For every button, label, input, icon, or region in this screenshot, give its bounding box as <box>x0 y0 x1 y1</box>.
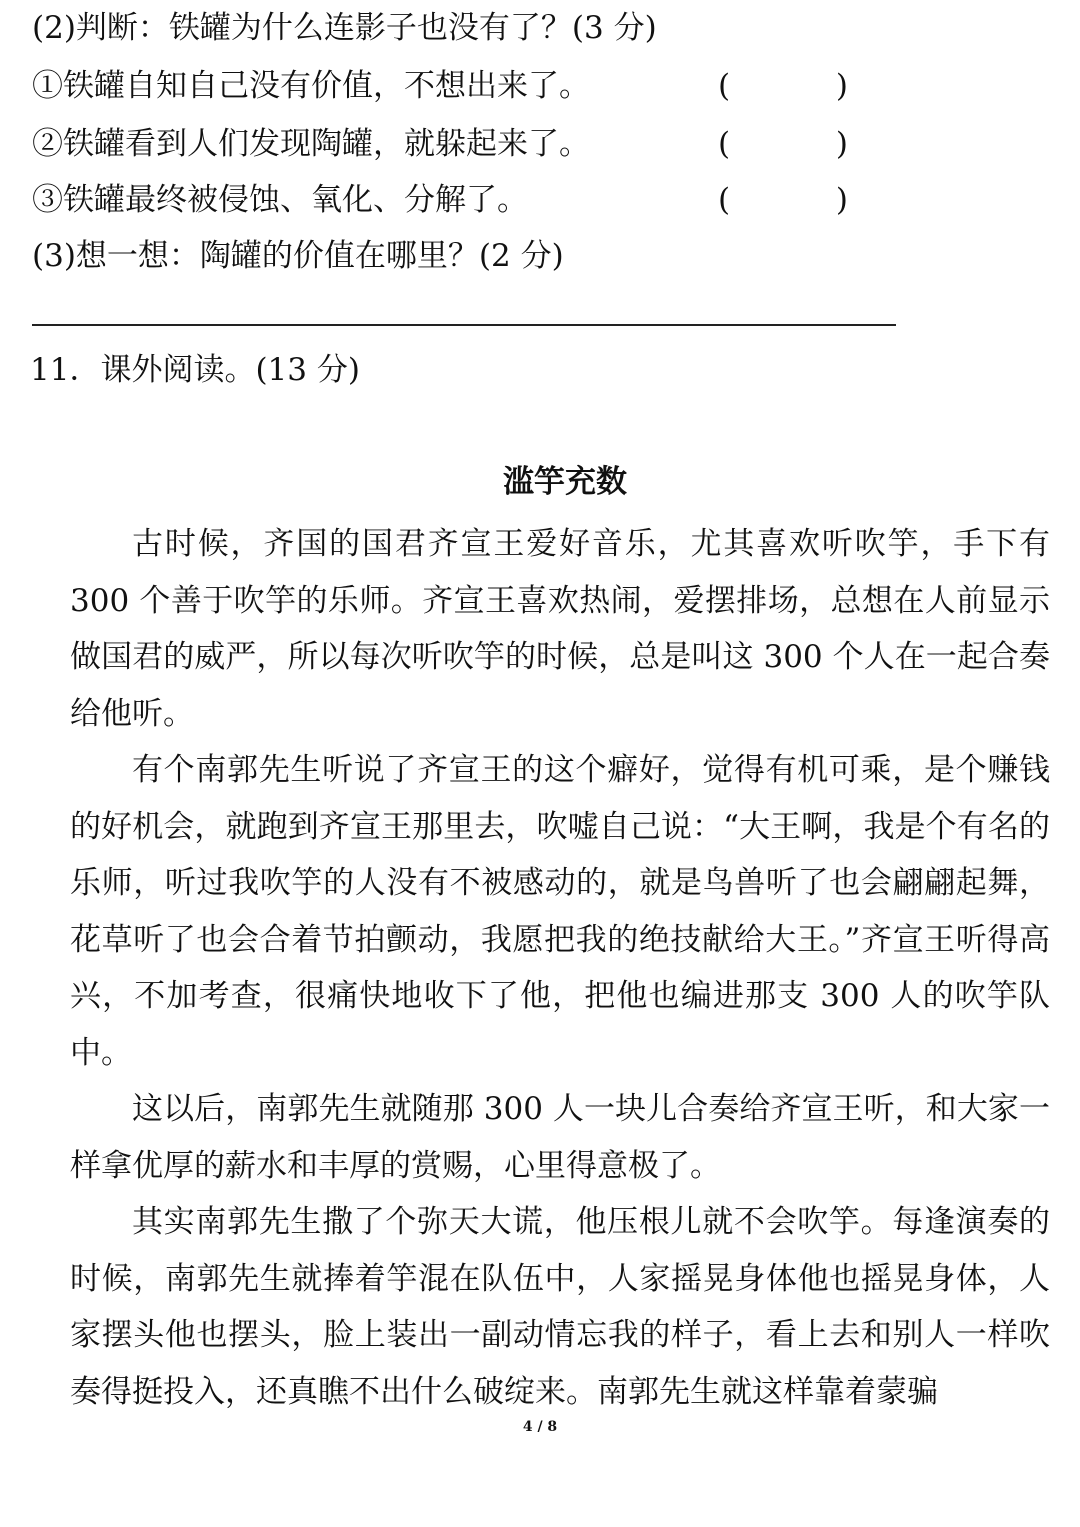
paren-close: ) <box>835 126 848 162</box>
story-paragraph-2: 有个南郭先生听说了齐宣王的这个癖好，觉得有机可乘，是个赚钱的好机会，就跑到齐宣王那里去，吹嘘自己说：“大王啊，我是个有名的乐师，听过我吹竽的人没有不被感动的，就是鸟兽听了也会翩翩起舞，花草听了也会合着节拍颤动，我愿把我的绝技献给大王。”齐宣王听得高兴，不加考查，很痛快地收下了他，把他也编进那支 300 人的吹竽队中。 <box>70 752 1050 1071</box>
paren-close: ) <box>835 68 848 104</box>
story-paragraph-4: 其实南郭先生撒了个弥天大谎，他压根儿就不会吹竽。每逢演奏的时候，南郭先生就捧着竽混在队伍中，人家摇晃身体他也摇晃身体，人家摆头他也摆头，脸上装出一副动情忘我的样子，看上去和别人一样吹奏得挺投入，还真瞧不出什么破绽来。南郭先生就这样靠着蒙骗 <box>70 1204 1050 1410</box>
judgment-item-3: ③铁罐最终被侵蚀、氧化、分解了。 <box>32 182 528 218</box>
paren-open: ( <box>718 182 731 218</box>
judgment-item-1: ①铁罐自知自己没有价值，不想出来了。 <box>32 68 590 104</box>
question-2-prompt: (2)判断：铁罐为什么连影子也没有了？(3 分) <box>32 10 657 46</box>
judgment-item-2: ②铁罐看到人们发现陶罐，就躲起来了。 <box>32 126 590 162</box>
story-body <box>70 516 1050 1420</box>
story-paragraph-3: 这以后，南郭先生就随那 300 人一块儿合奏给齐宣王听，和大家一样拿优厚的薪水和丰厚的赏赐，心里得意极了。 <box>70 1091 1050 1184</box>
paren-close: ) <box>835 182 848 218</box>
paren-open: ( <box>718 126 731 162</box>
judgment-answer-box-2[interactable] <box>718 124 848 164</box>
question-11-heading: 11．课外阅读。(13 分) <box>30 352 360 388</box>
judgment-answer-box-1[interactable] <box>718 66 848 106</box>
story-paragraph-1: 古时候，齐国的国君齐宣王爱好音乐，尤其喜欢听吹竽，手下有 300 个善于吹竽的乐师。齐宣王喜欢热闹，爱摆排场，总想在人前显示做国君的威严，所以每次听吹竽的时候，总是叫这 300 个人在一起合奏给他听。 <box>70 526 1050 732</box>
judgment-answer-box-3[interactable] <box>718 180 848 220</box>
paren-open: ( <box>718 68 731 104</box>
page-number: 4 / 8 <box>522 1419 558 1435</box>
story-title: 滥竽充数 <box>503 464 627 500</box>
question-3-prompt: (3)想一想：陶罐的价值在哪里？(2 分) <box>32 238 564 274</box>
answer-writing-line[interactable] <box>32 324 896 326</box>
